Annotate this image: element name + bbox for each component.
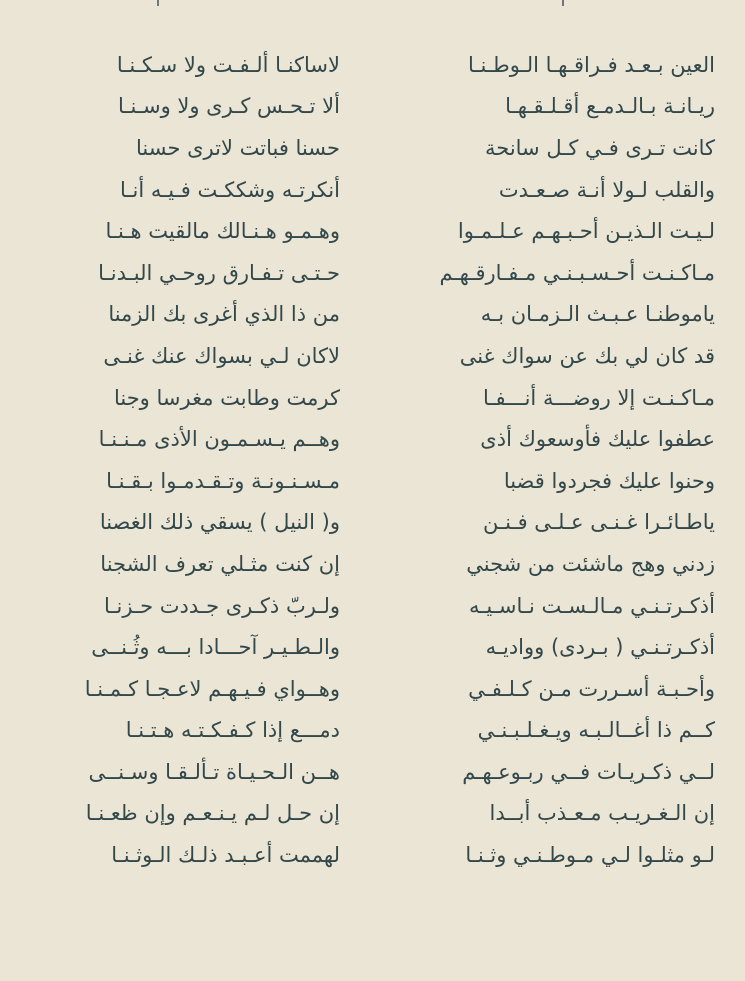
- couplet-row: [40, 668, 715, 710]
- couplet-row: [40, 377, 715, 419]
- verse-first-hemistich: وأحـبـة أسـررت مـن كـلـفـي: [468, 676, 715, 701]
- verse-second-hemistich: لاكان لـي بسواك عنك غنـى: [103, 343, 340, 368]
- verse-second-hemistich: كرمت وطابت مغرسا وجنا: [113, 385, 340, 410]
- verse-second-hemistich: مـسـنـونـة وتـقـدمـوا بـقـنـا: [106, 468, 340, 493]
- verse-first-hemistich: مـاكـنـت أحـسـبـنـي مـفـارقـهـم: [439, 260, 715, 285]
- verse-second-hemistich: ألا تـحـس كـرى ولا وسـنـا: [117, 94, 340, 119]
- verse-second-hemistich: و( النيل ) يسقي ذلك الغصنا: [99, 510, 340, 535]
- couplet-row: [40, 710, 715, 752]
- verse-first-hemistich: قد كان لي بك عن سواك غنى: [459, 343, 715, 368]
- couplet-row: [40, 169, 715, 211]
- couplet-row: [40, 210, 715, 252]
- verse-second-hemistich: ولـربّ ذكـرى جـددت حـزنـا: [104, 593, 340, 618]
- verse-second-hemistich: حـتـى تـفـارق روحـي البـدنـا: [98, 260, 340, 285]
- poem-body: [40, 44, 715, 876]
- verse-second-hemistich: دمـــع إذا كـفـكـتـه هـتـنـا: [125, 718, 340, 743]
- couplet-row: [40, 86, 715, 128]
- verse-second-hemistich: وهــم يـسـمـون الأذى مـنـنـا: [98, 427, 340, 452]
- couplet-row: [40, 418, 715, 460]
- top-edge-mark-left: [157, 0, 159, 6]
- verse-first-hemistich: مـاكـنـت إلا روضـــة أنـــفـا: [482, 385, 715, 410]
- verse-first-hemistich: إن الـغـريـب مـعـذب أبــدا: [489, 801, 715, 826]
- verse-first-hemistich: ريـانـة بـالـدمـع أقـلـقـهـا: [505, 94, 715, 119]
- verse-second-hemistich: إن حـل لـم يـنـعـم وإن ظعـنـا: [85, 801, 340, 826]
- couplet-row: [40, 543, 715, 585]
- top-edge-mark-right: [562, 0, 564, 6]
- couplet-row: [40, 460, 715, 502]
- verse-first-hemistich: لـيـت الـذيـن أحـبـهـم عـلـمـوا: [457, 219, 715, 244]
- verse-first-hemistich: والقلب لـولا أنـة صـعـدت: [498, 177, 715, 202]
- verse-first-hemistich: ياطـائـرا غـنـى عـلـى فـنـن: [482, 510, 715, 535]
- couplet-row: [40, 335, 715, 377]
- verse-first-hemistich: وحنوا عليك فجردوا قضبا: [503, 468, 715, 493]
- couplet-row: [40, 834, 715, 876]
- couplet-row: [40, 44, 715, 86]
- couplet-row: [40, 626, 715, 668]
- verse-first-hemistich: عطفوا عليك فأوسعوك أذى: [480, 427, 715, 452]
- verse-first-hemistich: كــم ذا أغــالـبـه ويـغـلـبـنـي: [477, 718, 715, 743]
- verse-second-hemistich: أنكرتـه وشككـت فـيـه أنـا: [119, 177, 340, 202]
- couplet-row: [40, 294, 715, 336]
- verse-second-hemistich: إن كنت مثـلي تعرف الشجنا: [100, 551, 340, 576]
- couplet-row: [40, 252, 715, 294]
- verse-second-hemistich: هــن الـحـيـاة تـألـقـا وسـنــى: [88, 759, 340, 784]
- couplet-row: [40, 793, 715, 835]
- verse-second-hemistich: لاساكنـا ألـفـت ولا سـكـنـا: [116, 52, 340, 77]
- verse-first-hemistich: لــي ذكـريـات فــي ربـوعـهـم: [462, 759, 715, 784]
- verse-second-hemistich: والـطـيـر آحـــادا بـــه وثُـنــى: [91, 635, 340, 660]
- couplet-row: [40, 502, 715, 544]
- verse-second-hemistich: وهــواي فـيـهـم لاعـجـا كـمـنـا: [84, 676, 340, 701]
- verse-second-hemistich: حسنا فباتت لاترى حسنا: [135, 135, 340, 160]
- couplet-row: [40, 585, 715, 627]
- verse-first-hemistich: أذكـرتـنـي مـالـسـت نـاسـيـه: [468, 593, 715, 618]
- verse-second-hemistich: لهممت أعـبـد ذلـك الـوثـنـا: [111, 843, 340, 868]
- verse-first-hemistich: أذكـرتـنـي ( بـردى) وواديـه: [485, 635, 715, 660]
- verse-first-hemistich: ياموطنـا عـبـث الـزمـان بـه: [480, 302, 715, 327]
- verse-second-hemistich: من ذا الذي أغرى بك الزمنا: [108, 302, 340, 327]
- couplet-row: [40, 751, 715, 793]
- verse-first-hemistich: العين بـعـد فـراقـهـا الـوطـنـا: [467, 52, 715, 77]
- verse-first-hemistich: لـو مثلـوا لـي مـوطـنـي وثـنـا: [465, 843, 715, 868]
- verse-second-hemistich: وهـمـو هـنـالك مالقيت هـنـا: [105, 219, 340, 244]
- couplet-row: [40, 127, 715, 169]
- verse-first-hemistich: زدني وهج ماشئت من شجني: [466, 551, 715, 576]
- verse-first-hemistich: كانت تـرى فـي كـل سانحة: [485, 135, 715, 160]
